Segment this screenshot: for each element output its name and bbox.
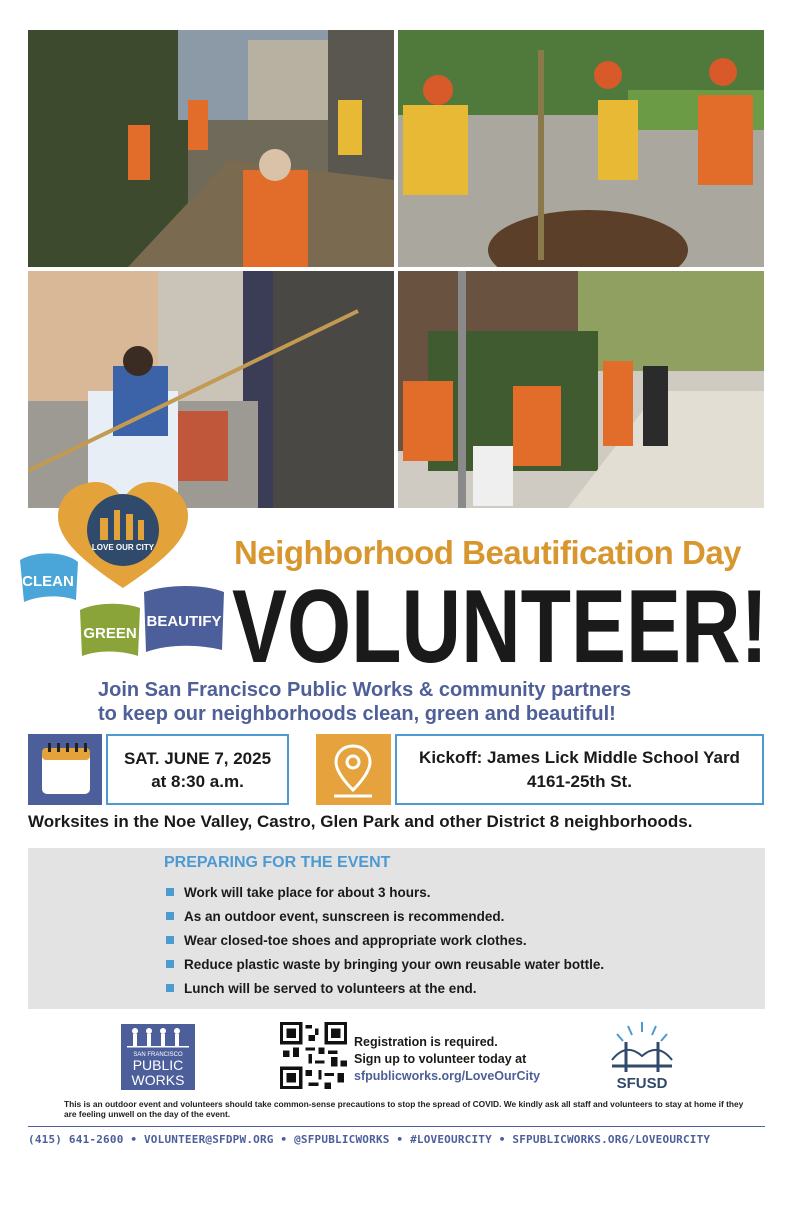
location-pin-icon	[316, 734, 391, 805]
list-item: Work will take place for about 3 hours.	[166, 880, 604, 904]
intro-line-1: Join San Francisco Public Works & community partners	[98, 679, 632, 701]
bullet-icon	[166, 960, 174, 968]
bullet-icon	[166, 984, 174, 992]
list-item: Wear closed-toe shoes and appropriate work clothes.	[166, 928, 604, 952]
preparing-title: PREPARING FOR THE EVENT	[164, 854, 391, 871]
love-our-city-logo	[18, 478, 228, 664]
bullet-icon	[166, 888, 174, 896]
worksites-text: Worksites in the Noe Valley, Castro, Glen Park and other District 8 neighborhoods.	[28, 812, 693, 831]
kickoff-location: Kickoff: James Lick Middle School Yard	[419, 747, 740, 767]
headline-text: VOLUNTEER!	[232, 570, 768, 670]
photo-volunteers-planting-tree	[398, 30, 764, 267]
intro-text	[98, 678, 738, 726]
event-time: at 8:30 a.m.	[151, 771, 244, 791]
calendar-icon	[28, 734, 102, 805]
svg-text:CLEAN: CLEAN	[22, 573, 74, 590]
kickoff-address: 4161-25th St.	[527, 771, 632, 791]
svg-text:GREEN: GREEN	[83, 625, 137, 642]
svg-text:BEAUTIFY: BEAUTIFY	[146, 613, 222, 630]
photo-volunteers-cleaning-sidewalk	[398, 271, 764, 508]
bullet-icon	[166, 912, 174, 920]
event-date-box	[106, 734, 289, 805]
qr-code-icon[interactable]	[280, 1022, 347, 1089]
headline	[232, 570, 772, 670]
sfusd-logo	[608, 1020, 676, 1092]
svg-text:PUBLIC: PUBLIC	[132, 1057, 184, 1073]
photo-volunteers-painting-wall	[28, 271, 394, 508]
list-item: Lunch will be served to volunteers at the end.	[166, 976, 604, 1000]
preparing-list	[166, 880, 604, 1000]
public-works-logo	[121, 1024, 195, 1090]
list-item: Reduce plastic waste by bringing your own reusable water bottle.	[166, 952, 604, 976]
intro-line-2: to keep our neighborhoods clean, green and beautiful!	[98, 703, 616, 725]
bullet-icon	[166, 936, 174, 944]
list-item: As an outdoor event, sunscreen is recommended.	[166, 904, 604, 928]
photo-volunteers-weeding	[28, 30, 394, 267]
covid-disclaimer: This is an outdoor event and volunteers should take common-sense precautions to stop the spread of COVID. We kindly ask all staff and volunteers to stay at home if they are feeling unwell on the day of the event.	[64, 1099, 744, 1119]
preparing-panel	[28, 848, 765, 1009]
event-date: SAT. JUNE 7, 2025	[123, 748, 272, 768]
svg-text:WORKS: WORKS	[131, 1072, 185, 1088]
registration-info	[354, 1034, 540, 1085]
svg-text:LOVE OUR CITY: LOVE OUR CITY	[91, 543, 155, 552]
kickoff-location-box	[395, 734, 764, 805]
footer-divider	[28, 1126, 765, 1127]
event-subtitle: Neighborhood Beautification Day	[234, 534, 742, 571]
registration-required: Registration is required.	[354, 1035, 498, 1049]
svg-text:SFUSD: SFUSD	[616, 1075, 668, 1092]
registration-link[interactable]: sfpublicworks.org/LoveOurCity	[354, 1069, 541, 1083]
svg-text:SAN FRANCISCO: SAN FRANCISCO	[133, 1052, 183, 1058]
contact-line: (415) 641-2600 • VOLUNTEER@SFDPW.ORG • @SFPUBLICWORKS • #LOVEOURCITY • SFPUBLICWORKS.ORG/LOVEOURCITY	[28, 1133, 711, 1146]
registration-signup: Sign up to volunteer today at	[354, 1052, 527, 1066]
